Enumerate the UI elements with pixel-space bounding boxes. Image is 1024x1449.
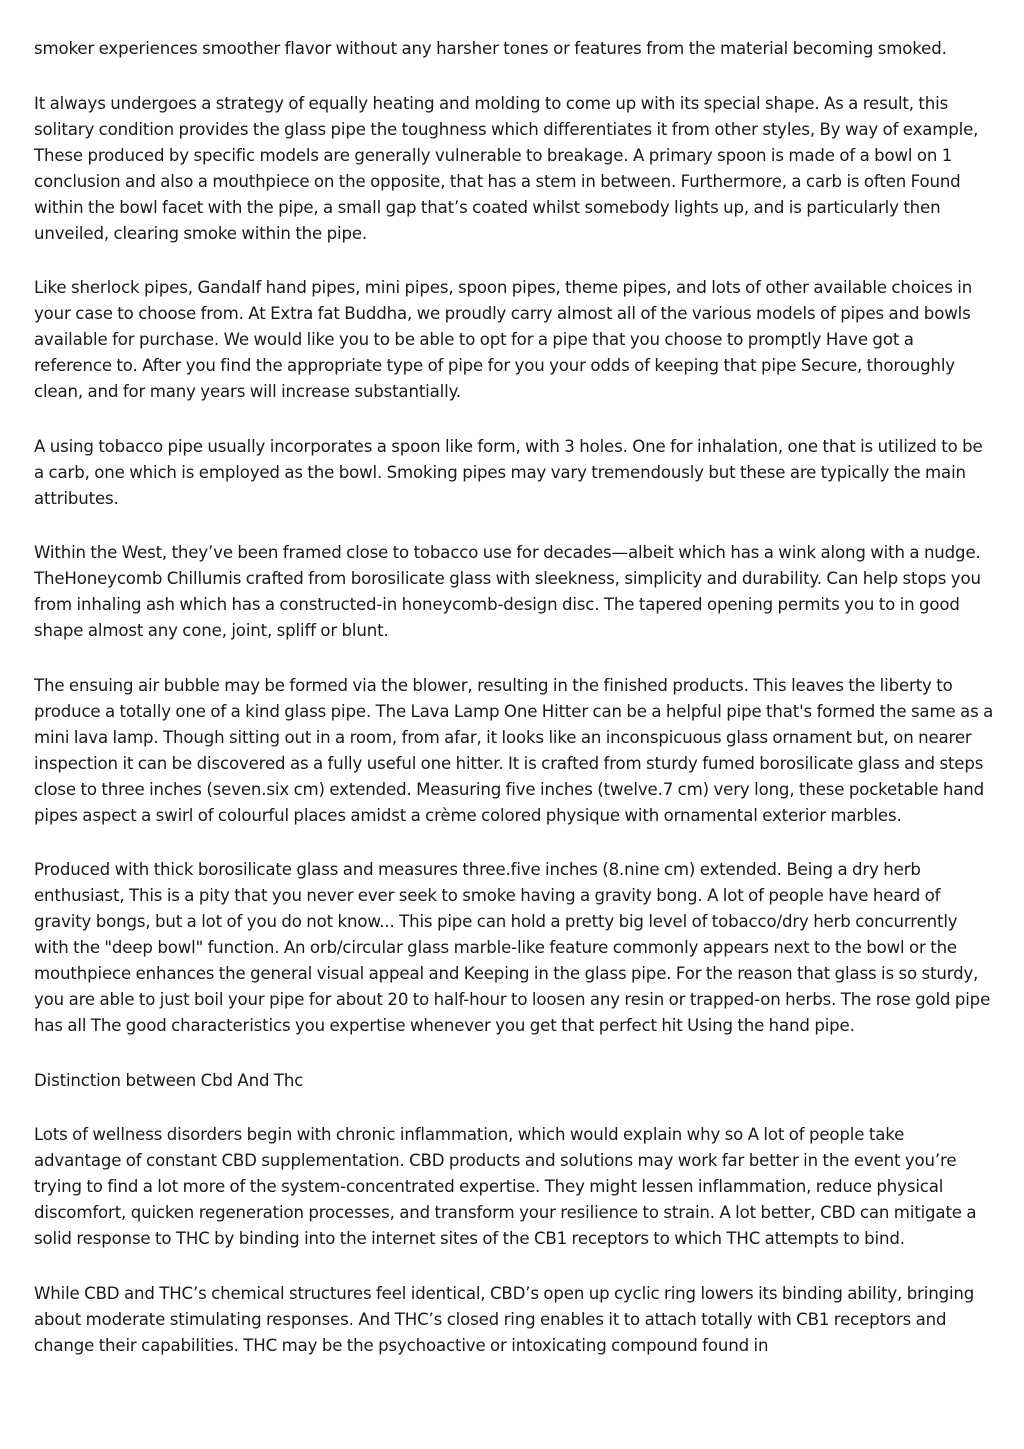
paragraph: Like sherlock pipes, Gandalf hand pipes, mini pipes, spoon pipes, theme pipes, and lots of other available choices in your case to choose from. At Extra fat Buddha, we proudly carry almost all of the various models of pipes and bowls available for purchase. We would like you to be able to opt for a pipe that you choose to promptly Have got a reference to. After you find the appropriate type of pipe for you your odds of keeping that pipe Secure, thoroughly clean, and for many years will increase substantially. [34,278,973,401]
document-body [34,36,994,1387]
paragraph: Within the West, they’ve been framed close to tobacco use for decades—albeit which has a wink along with a nudge. TheHoneycomb Chillumis crafted from borosilicate glass with sleekness, simplicity and durability. Can help stops you from inhaling ash which has a constructed-in honeycomb-design disc. The tapered opening permits you to in good shape almost any cone, joint, spliff or blunt. [34,543,981,640]
paragraph: The ensuing air bubble may be formed via the blower, resulting in the finished products. This leaves the liberty to produce a totally one of a kind glass pipe. The Lava Lamp One Hitter can be a helpful pipe that's formed the same as a mini lava lamp. Though sitting out in a room, from afar, it looks like an inconspicuous glass ornament but, on nearer inspection it can be discovered as a fully useful one hitter. It is crafted from sturdy fumed borosilicate glass and steps close to three inches (seven.six cm) extended. Measuring five inches (twelve.7 cm) very long, these pocketable hand pipes aspect a swirl of colourful places amidst a crème colored physique with ornamental exterior marbles. [34,675,994,825]
section-heading: Distinction between Cbd And Thc [34,1070,304,1090]
paragraph: smoker experiences smoother flavor without any harsher tones or features from the material becoming smoked. [34,39,947,58]
paragraph: A using tobacco pipe usually incorporates a spoon like form, with 3 holes. One for inhalation, one that is utilized to be a carb, one which is employed as the bowl. Smoking pipes may vary tremendously but these are typically the main attributes. [34,436,983,508]
paragraph: Lots of wellness disorders begin with chronic inflammation, which would explain why so A lot of people take advantage of constant CBD supplementation. CBD products and solutions may work far better in the event you’re trying to find a lot more of the system-concentrated expertise. They might lessen inflammation, reduce physical discomfort, quicken regeneration processes, and transform your resilience to strain. A lot better, CBD can mitigate a solid response to THC by binding into the internet sites of the CB1 receptors to which THC attempts to bind. [34,1125,977,1248]
paragraph: Produced with thick borosilicate glass and measures three.five inches (8.nine cm) extended. Being a dry herb enthusiast, This is a pity that you never ever seek to smoke having a gravity bong. A lot of people have heard of gravity bongs, but a lot of you do not know... This pipe can hold a pretty big level of tobacco/dry herb concurrently with the "deep bowl" function. An orb/circular glass marble-like feature commonly appears next to the bowl or the mouthpiece enhances the general visual appeal and Keeping in the glass pipe. For the reason that glass is so sturdy, you are able to just boil your pipe for about 20 to half-hour to loosen any resin or trapped-on herbs. The rose gold pipe has all The good characteristics you expertise whenever you get that perfect hit Using the hand pipe. [34,860,991,1035]
paragraph: While CBD and THC’s chemical structures feel identical, CBD’s open up cyclic ring lowers its binding ability, bringing about moderate stimulating responses. And THC’s closed ring enables it to attach totally with CB1 receptors and change their capabilities. THC may be the psychoactive or intoxicating compound found in [34,1283,975,1355]
paragraph: It always undergoes a strategy of equally heating and molding to come up with its special shape. As a result, this solitary condition provides the glass pipe the toughness which differentiates it from other styles, By way of example, These produced by specific models are generally vulnerable to breakage. A primary spoon is made of a bowl on 1 conclusion and also a mouthpiece on the opposite, that has a stem in between. Furthermore, a carb is often Found within the bowl facet with the pipe, a small gap that’s coated whilst somebody lights up, and is particularly then unveiled, clearing smoke within the pipe. [34,93,979,243]
